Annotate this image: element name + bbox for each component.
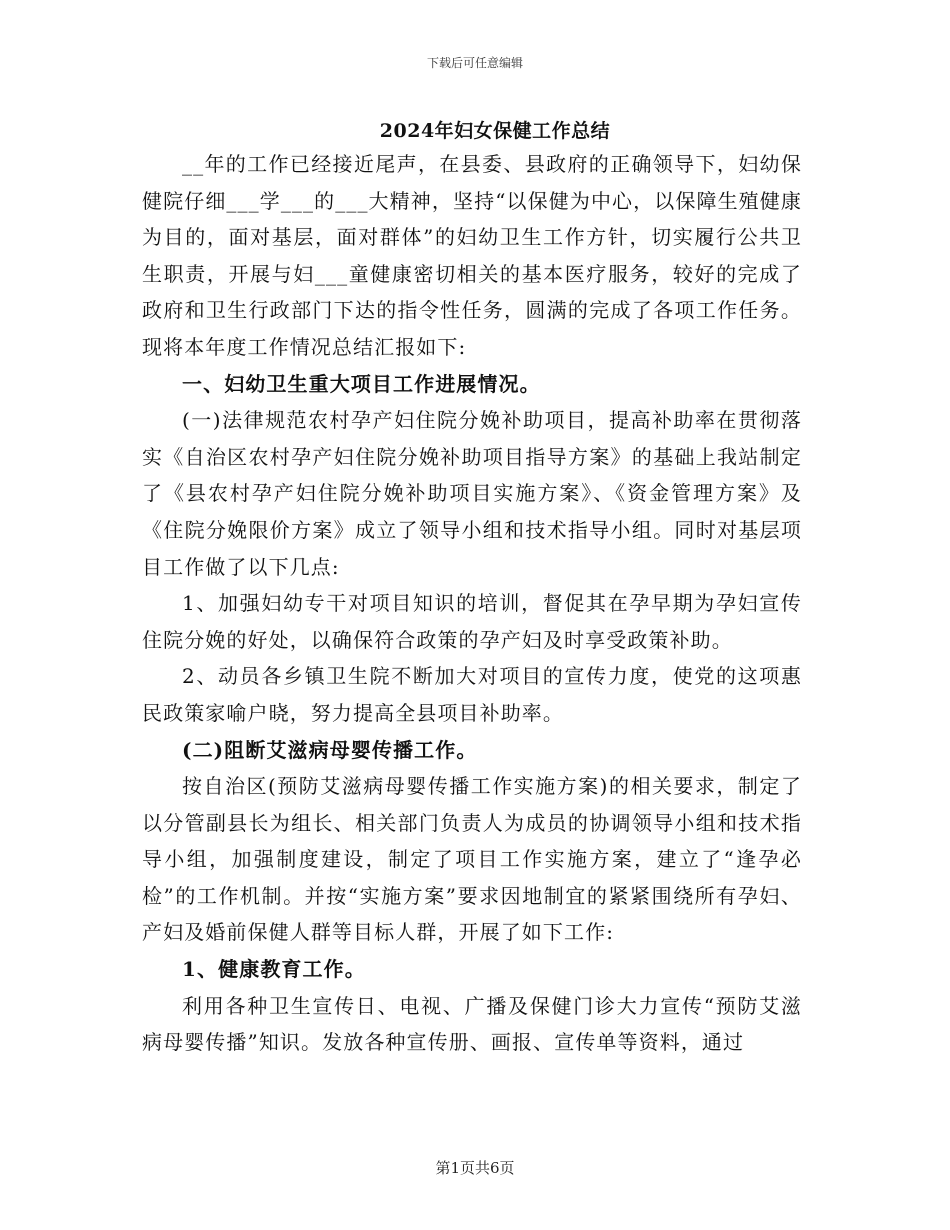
document-body (142, 146, 802, 1061)
list-item-2: 2、动员各乡镇卫生院不断加大对项目的宣传力度，使党的这项惠民政策家喻户晓，努力提高全县项目补助率。 (142, 664, 802, 725)
header-note: 下载后可任意编辑 (426, 56, 523, 70)
list-item-1: 1、加强妇幼专干对项目知识的培训，督促其在孕早期为孕妇宣传住院分娩的好处，以确保符合政策的孕产妇及时享受政策补助。 (142, 591, 802, 652)
section-heading-1: 一、妇幼卫生重大项目工作进展情况。 (182, 371, 541, 396)
document-title: 2024年妇女保健工作总结 (379, 120, 611, 142)
subsection-paragraph-1: (一)法律规范农村孕产妇住院分娩补助项目，提高补助率在贯彻落实《自治区农村孕产妇住院分娩补助项目指导方案》的基础上我站制定了《县农村孕产妇住院分娩补助项目实施方案》、《资金管理方案》及《住院分娩限价方案》成立了领导小组和技术指导小组。同时对基层项目工作做了以下几点: (142, 408, 802, 579)
page-indicator: 第1页共6页 (435, 1159, 515, 1177)
subsection-heading-2: (二)阻断艾滋病母婴传播工作。 (182, 737, 478, 762)
intro-paragraph: __年的工作已经接近尾声，在县委、县政府的正确领导下，妇幼保健院仔细___学___的___大精神，坚持“以保健为中心，以保障生殖健康为目的，面对基层，面对群体”的妇幼卫生工作方针，切实履行公共卫生职责，开展与妇___童健康密切相关的基本医疗服务，较好的完成了政府和卫生行政部门下达的指令性任务，圆满的完成了各项工作任务。现将本年度工作情况总结汇报如下: (142, 152, 802, 359)
subsection-paragraph-2: 按自治区(预防艾滋病母婴传播工作实施方案)的相关要求，制定了以分管副县长为组长、相关部门负责人为成员的协调领导小组和技术指导小组，加强制度建设，制定了项目工作实施方案，建立了“逢孕必检”的工作机制。并按“实施方案”要求因地制宜的紧紧围绕所有孕妇、产妇及婚前保健人群等目标人群，开展了如下工作: (142, 774, 802, 945)
item-heading-health-education: 1、健康教育工作。 (182, 957, 366, 982)
health-education-paragraph: 利用各种卫生宣传日、电视、广播及保健门诊大力宣传“预防艾滋病母婴传播”知识。发放各种宣传册、画报、宣传单等资料，通过 (142, 993, 802, 1055)
